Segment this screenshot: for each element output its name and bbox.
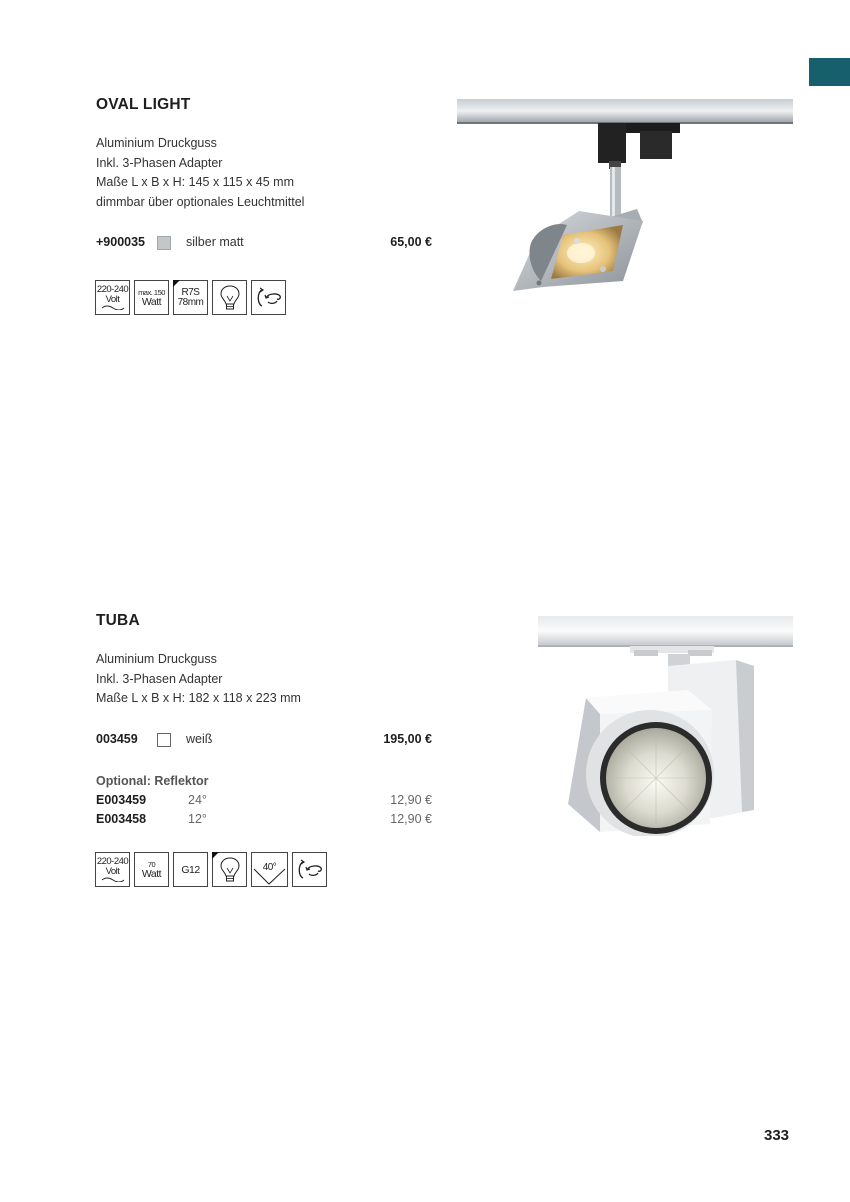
optional-item-row — [96, 793, 432, 811]
optional-code: E003459 — [96, 793, 147, 807]
description-line: Inkl. 3-Phasen Adapter — [96, 155, 223, 170]
oval-light-photo — [457, 95, 793, 305]
product-description — [96, 134, 304, 212]
color-name: weiß — [186, 732, 213, 746]
optional-angle: 12° — [188, 812, 207, 826]
voltage-icon: 220-240 Volt — [95, 852, 130, 887]
tuba-light-photo — [538, 614, 793, 836]
optional-item-row — [96, 812, 432, 830]
socket-icon: R7S 78mm — [173, 280, 208, 315]
description-line: Aluminium Druckguss — [96, 652, 217, 666]
product-description — [96, 650, 301, 709]
feature-icons — [95, 852, 327, 887]
article-number: 003459 — [96, 732, 138, 746]
price: 195,00 € — [383, 732, 432, 746]
product-title: TUBA — [96, 612, 140, 629]
rotate-tilt-icon — [292, 852, 327, 887]
product-variant-row — [96, 732, 432, 750]
wattage-icon: max. 150 Watt — [134, 280, 169, 315]
description-line: Inkl. 3-Phasen Adapter — [96, 671, 223, 686]
description-line: dimmbar über optionales Leuchtmittel — [96, 194, 305, 209]
optional-heading: Optional: Reflektor — [96, 774, 209, 788]
optional-price: 12,90 € — [390, 793, 432, 807]
description-line: Maße L x B x H: 145 x 115 x 45 mm — [96, 175, 294, 189]
voltage-icon: 220-240 Volt — [95, 280, 130, 315]
color-swatch — [157, 236, 171, 250]
rotate-tilt-icon — [251, 280, 286, 315]
optional-angle: 24° — [188, 793, 207, 807]
price: 65,00 € — [390, 235, 432, 249]
product-title: OVAL LIGHT — [96, 96, 191, 113]
description-line: Maße L x B x H: 182 x 118 x 223 mm — [96, 691, 301, 705]
description-line: Aluminium Druckguss — [96, 136, 217, 150]
wattage-icon: 70 Watt — [134, 852, 169, 887]
color-swatch — [157, 733, 171, 747]
optional-price: 12,90 € — [390, 812, 432, 826]
optional-code: E003458 — [96, 812, 147, 826]
page-number: 333 — [764, 1127, 790, 1144]
chapter-tab — [809, 58, 850, 86]
article-number: +900035 — [96, 235, 146, 249]
socket-icon: G12 — [173, 852, 208, 887]
beam-angle-icon: 40° — [251, 852, 288, 887]
bulb-icon — [212, 852, 247, 887]
bulb-icon — [212, 280, 247, 315]
color-name: silber matt — [186, 235, 244, 249]
feature-icons — [95, 280, 286, 315]
product-variant-row — [96, 235, 432, 253]
